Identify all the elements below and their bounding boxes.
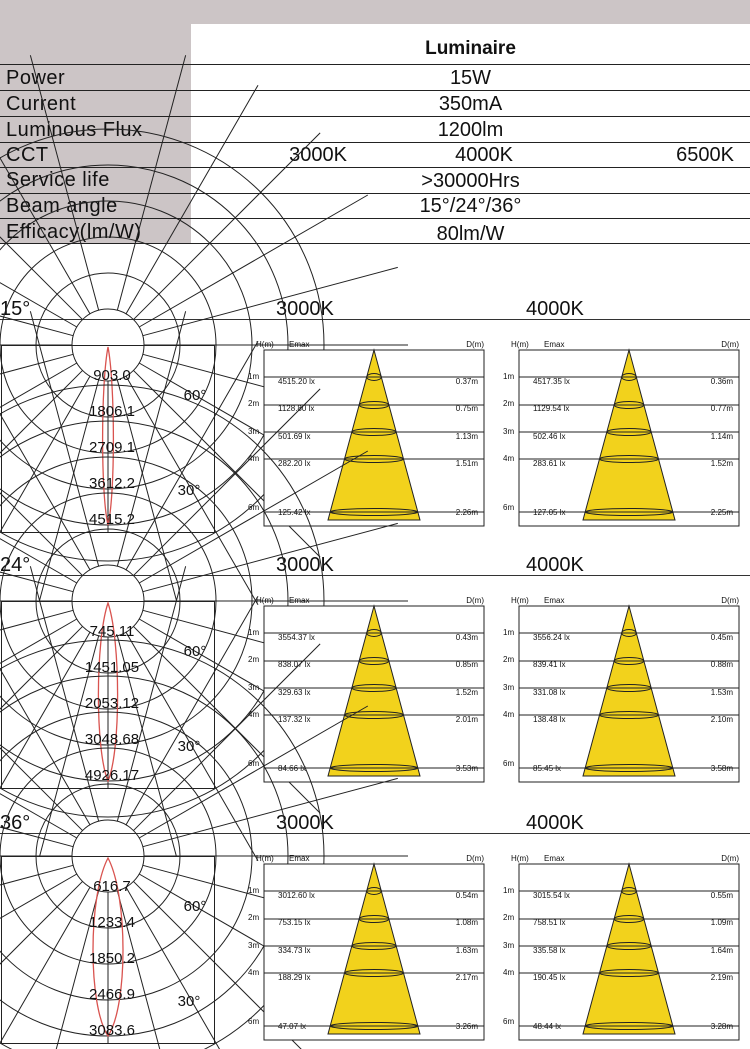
polar-value-label: 1850.2 — [89, 950, 135, 967]
cone-emax-value: 753.15 lx — [278, 918, 311, 927]
spec-value-beam: 15°/24°/36° — [419, 195, 522, 217]
polar-diagram-24 — [1, 601, 215, 789]
section-cct-4000: 4000K — [526, 812, 584, 834]
cone-header-emax: Emax — [289, 854, 310, 863]
cone-diameter-value: 0.36m — [710, 377, 733, 386]
cone-emax-value: 758.51 lx — [533, 918, 566, 927]
cone-height-label: 1m — [503, 628, 515, 637]
polar-value-label: 745.11 — [89, 623, 135, 640]
cone-emax-value: 48.44 lx — [533, 1022, 562, 1031]
cone-height-label: 3m — [503, 683, 515, 692]
cone-diameter-value: 0.55m — [710, 891, 733, 900]
polar-diagram-36 — [1, 856, 215, 1044]
section-angle: 15° — [0, 298, 31, 320]
cone-height-label: 2m — [503, 399, 515, 408]
cone-emax-value: 47.07 lx — [278, 1022, 307, 1031]
cone-emax-value: 3012.60 lx — [278, 891, 315, 900]
cone-height-label: 2m — [503, 913, 515, 922]
section-cct-3000: 3000K — [276, 554, 334, 576]
cone-diameter-value: 1.53m — [710, 688, 733, 697]
cone-diameter-value: 1.52m — [710, 459, 733, 468]
cone-diameter-value: 0.45m — [710, 633, 733, 642]
section-angle: 36° — [0, 812, 31, 834]
cone-header-d: D(m) — [721, 340, 739, 349]
cone-emax-value: 85.45 lx — [533, 764, 562, 773]
cone-height-label: 1m — [503, 372, 515, 381]
cone-height-label: 6m — [248, 503, 260, 512]
cone-emax-value: 127.05 lx — [533, 508, 566, 517]
polar-value-label: 4926.17 — [84, 767, 140, 784]
cone-height-label: 3m — [503, 427, 515, 436]
cone-header-h: H(m) — [511, 340, 529, 349]
section-cct-3000: 3000K — [276, 812, 334, 834]
cone-emax-value: 331.08 lx — [533, 688, 566, 697]
cone-height-label: 1m — [248, 628, 260, 637]
beam-cone-15-3000k — [248, 338, 485, 528]
section-15-header — [0, 296, 750, 332]
spec-label-flux: Luminous Flux — [6, 119, 143, 141]
cone-height-label: 1m — [248, 886, 260, 895]
cone-height-label: 6m — [248, 759, 260, 768]
cone-emax-value: 1128.80 lx — [278, 404, 315, 413]
spec-title: Luminaire — [425, 38, 516, 59]
spec-value-cct-4000: 4000K — [455, 144, 513, 166]
cone-header-h: H(m) — [511, 596, 529, 605]
cone-diameter-value: 0.43m — [455, 633, 478, 642]
cone-emax-value: 329.63 lx — [278, 688, 311, 697]
cone-diameter-value: 1.09m — [710, 918, 733, 927]
cone-diameter-value: 0.85m — [455, 660, 478, 669]
cone-diameter-value: 2.26m — [455, 508, 478, 517]
polar-angle-label: 30° — [177, 993, 201, 1010]
cone-header-emax: Emax — [544, 340, 565, 349]
cone-emax-value: 334.73 lx — [278, 946, 311, 955]
cone-diameter-value: 0.37m — [455, 377, 478, 386]
spec-value-cct-3000: 3000K — [289, 144, 347, 166]
cone-emax-value: 188.29 lx — [278, 973, 311, 982]
cone-diameter-value: 0.54m — [455, 891, 478, 900]
cone-diameter-value: 2.19m — [710, 973, 733, 982]
beam-cone-36-3000k — [248, 852, 485, 1042]
cone-emax-value: 839.41 lx — [533, 660, 566, 669]
cone-emax-value: 137.32 lx — [278, 715, 311, 724]
cone-height-label: 1m — [248, 372, 260, 381]
cone-emax-value: 838.07 lx — [278, 660, 311, 669]
cone-diameter-value: 0.75m — [455, 404, 478, 413]
spec-label-power: Power — [6, 67, 66, 89]
polar-angle-label: 30° — [177, 482, 201, 499]
cone-height-label: 3m — [248, 941, 260, 950]
spec-value-flux: 1200lm — [437, 119, 504, 141]
cone-diameter-value: 1.14m — [710, 432, 733, 441]
polar-value-label: 616.7 — [93, 878, 131, 895]
cone-diameter-value: 2.17m — [455, 973, 478, 982]
cone-height-label: 2m — [248, 655, 260, 664]
cone-emax-value: 1129.54 lx — [533, 404, 570, 413]
cone-diameter-value: 0.88m — [710, 660, 733, 669]
polar-value-label: 4515.2 — [89, 511, 135, 528]
cone-diameter-value: 3.58m — [710, 764, 733, 773]
cone-height-label: 4m — [503, 968, 515, 977]
cone-emax-value: 335.58 lx — [533, 946, 566, 955]
spec-label-current: Current — [6, 93, 77, 115]
polar-angle-label: 60° — [183, 643, 207, 660]
spec-label-efficacy: Efficacy(lm/W) — [6, 221, 142, 243]
cone-emax-value: 3015.54 lx — [533, 891, 570, 900]
cone-header-h: H(m) — [256, 596, 274, 605]
polar-value-label: 1806.1 — [89, 403, 135, 420]
polar-value-label: 2053.12 — [84, 695, 140, 712]
polar-diagram-15 — [1, 345, 215, 533]
cone-emax-value: 84.66 lx — [278, 764, 307, 773]
cone-emax-value: 501.69 lx — [278, 432, 311, 441]
cone-emax-value: 502.46 lx — [533, 432, 566, 441]
polar-value-label: 1233.4 — [89, 914, 135, 931]
polar-angle-label: 30° — [177, 738, 201, 755]
polar-value-label: 1451.05 — [84, 659, 140, 676]
polar-value-label: 2466.9 — [89, 986, 135, 1003]
cone-diameter-value: 1.13m — [455, 432, 478, 441]
cone-height-label: 4m — [503, 710, 515, 719]
cone-svg — [503, 338, 740, 528]
spec-value-efficacy: 80lm/W — [436, 223, 505, 245]
cone-emax-value: 4517.35 lx — [533, 377, 570, 386]
cone-header-h: H(m) — [256, 854, 274, 863]
cone-height-label: 1m — [503, 886, 515, 895]
cone-height-label: 3m — [248, 683, 260, 692]
cone-height-label: 3m — [248, 427, 260, 436]
section-24-header — [0, 552, 750, 588]
cone-height-label: 2m — [248, 913, 260, 922]
spec-label-life: Service life — [6, 169, 110, 191]
polar-value-label: 2709.1 — [89, 439, 135, 456]
cone-header-h: H(m) — [256, 340, 274, 349]
polar-svg — [1, 856, 215, 1044]
polar-value-label: 3048.68 — [84, 731, 140, 748]
cone-header-emax: Emax — [289, 596, 310, 605]
cone-diameter-value: 1.51m — [455, 459, 478, 468]
spec-value-current: 350mA — [438, 93, 503, 115]
cone-height-label: 4m — [503, 454, 515, 463]
cone-diameter-value: 2.10m — [710, 715, 733, 724]
cone-emax-value: 282.20 lx — [278, 459, 311, 468]
beam-cone-24-4000k — [503, 594, 740, 784]
cone-svg — [248, 594, 485, 784]
beam-cone-24-3000k — [248, 594, 485, 784]
section-angle: 24° — [0, 554, 31, 576]
cone-emax-value: 125.42 lx — [278, 508, 311, 517]
cone-diameter-value: 3.53m — [455, 764, 478, 773]
cone-emax-value: 4515.20 lx — [278, 377, 315, 386]
cone-diameter-value: 1.52m — [455, 688, 478, 697]
cone-height-label: 4m — [248, 968, 260, 977]
polar-svg — [1, 601, 215, 789]
cone-emax-value: 3556.24 lx — [533, 633, 570, 642]
cone-header-d: D(m) — [721, 596, 739, 605]
cone-emax-value: 283.61 lx — [533, 459, 566, 468]
cone-height-label: 4m — [248, 454, 260, 463]
spec-value-power: 15W — [449, 67, 492, 89]
cone-svg — [503, 852, 740, 1042]
cone-header-d: D(m) — [466, 854, 484, 863]
cone-svg — [503, 594, 740, 784]
cone-emax-value: 3554.37 lx — [278, 633, 315, 642]
cone-diameter-value: 3.26m — [455, 1022, 478, 1031]
cone-height-label: 6m — [503, 759, 515, 768]
cone-header-d: D(m) — [466, 596, 484, 605]
cone-header-emax: Emax — [544, 596, 565, 605]
cone-height-label: 6m — [503, 1017, 515, 1026]
section-cct-4000: 4000K — [526, 554, 584, 576]
cone-height-label: 2m — [248, 399, 260, 408]
section-cct-4000: 4000K — [526, 298, 584, 320]
cone-header-d: D(m) — [721, 854, 739, 863]
spec-label-beam: Beam angle — [6, 195, 118, 217]
section-36-header — [0, 810, 750, 846]
beam-cone-36-4000k — [503, 852, 740, 1042]
polar-value-label: 3612.2 — [89, 475, 135, 492]
cone-diameter-value: 2.25m — [710, 508, 733, 517]
cone-diameter-value: 1.08m — [455, 918, 478, 927]
cone-diameter-value: 1.64m — [710, 946, 733, 955]
polar-value-label: 903.0 — [93, 367, 131, 384]
spec-label-cct: CCT — [6, 144, 49, 166]
cone-height-label: 3m — [503, 941, 515, 950]
cone-header-emax: Emax — [289, 340, 310, 349]
section-cct-3000: 3000K — [276, 298, 334, 320]
beam-cone-15-4000k — [503, 338, 740, 528]
cone-diameter-value: 2.01m — [455, 715, 478, 724]
cone-height-label: 6m — [248, 1017, 260, 1026]
cone-emax-value: 190.45 lx — [533, 973, 566, 982]
cone-height-label: 6m — [503, 503, 515, 512]
cone-diameter-value: 0.77m — [710, 404, 733, 413]
cone-height-label: 2m — [503, 655, 515, 664]
polar-angle-label: 60° — [183, 387, 207, 404]
cone-svg — [248, 852, 485, 1042]
cone-height-label: 4m — [248, 710, 260, 719]
cone-diameter-value: 1.63m — [455, 946, 478, 955]
spec-value-cct-6500: 6500K — [676, 144, 734, 166]
cone-header-h: H(m) — [511, 854, 529, 863]
cone-emax-value: 138.48 lx — [533, 715, 566, 724]
polar-value-label: 3083.6 — [89, 1022, 135, 1039]
polar-svg — [1, 345, 215, 533]
polar-angle-label: 60° — [183, 898, 207, 915]
cone-header-d: D(m) — [466, 340, 484, 349]
cone-diameter-value: 3.28m — [710, 1022, 733, 1031]
spec-value-life: >30000Hrs — [421, 170, 520, 192]
spec-header-bar — [0, 0, 750, 24]
cone-svg — [248, 338, 485, 528]
cone-header-emax: Emax — [544, 854, 565, 863]
